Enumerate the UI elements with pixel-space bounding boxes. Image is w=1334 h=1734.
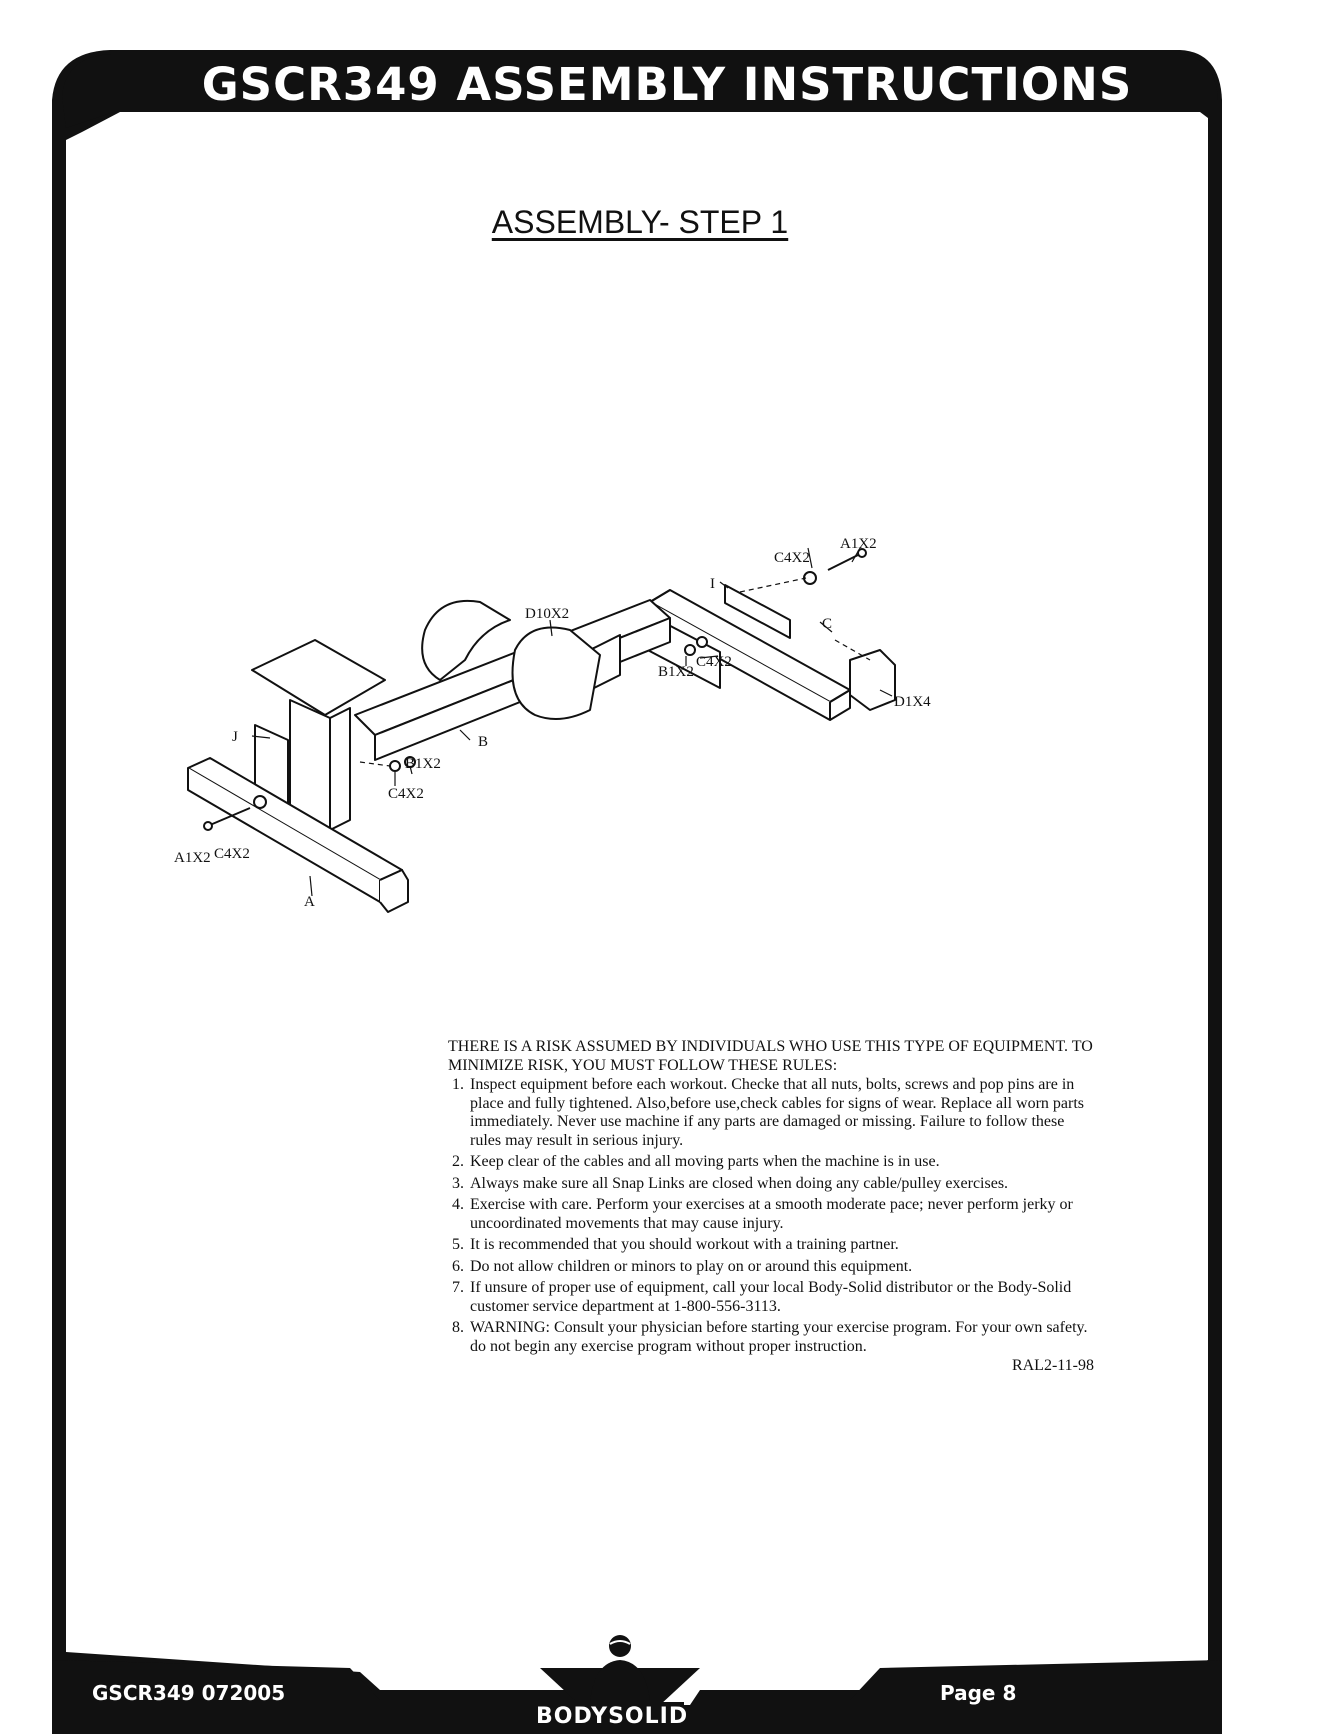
assembly-diagram (174, 536, 1080, 1020)
list-item: 6. Do not allow children or minors to play on or around this equipment. (452, 1257, 913, 1275)
list-item: 7. If unsure of proper use of equipment, call your local Body-Solid distributor or the Body-Solid customer service department at 1-800-556-3113. (452, 1279, 1072, 1315)
label-c4x2-mid: C4X2 (696, 654, 732, 670)
revision-code: RAL2-11-98 (1011, 1357, 1094, 1374)
label-a1x2-top: A1X2 (840, 536, 877, 552)
label-b1x2-low: B1X2 (405, 756, 441, 772)
bodysolid-logo-icon (580, 1632, 660, 1704)
label-c4x2-low: C4X2 (388, 786, 424, 802)
label-c4x2-top: C4X2 (774, 550, 810, 566)
footer-page-number: Page 8 (940, 1681, 1017, 1705)
header-title: GSCR349 ASSEMBLY INSTRUCTIONS (201, 58, 1133, 111)
label-j: J (232, 729, 238, 745)
step-title: ASSEMBLY- STEP 1 (491, 204, 789, 240)
label-c: C (822, 616, 833, 632)
list-item: 1. Inspect equipment before each workout. Checke that all nuts, bolts, screws and pop pins are in place and fully tightened. Also,before use,check cables for signs of wear. Replace all worn parts immediately. Never use machine if any parts are damaged or missing. Failure to follow these rules may result in serious injury. (452, 1076, 1085, 1149)
rules-intro: THERE IS A RISK ASSUMED BY INDIVIDUALS WHO USE THIS TYPE OF EQUIPMENT. TO MINIMIZE RISK, YOU MUST FOLLOW THESE RULES: (448, 1038, 1093, 1074)
front-top-plate (252, 640, 385, 715)
safety-rules (436, 1038, 1096, 1376)
label-b1x2-mid: B1X2 (658, 664, 694, 680)
rules-list (436, 1076, 1096, 1356)
label-c4x2-left: C4X2 (214, 846, 250, 862)
list-item: 5. It is recommended that you should workout with a training partner. (452, 1236, 899, 1253)
footer-doc-code: GSCR349 072005 (92, 1681, 286, 1705)
list-item: 8. WARNING: Consult your physician before starting your exercise program. For your own safety. do not begin any exercise program without proper instruction. (452, 1319, 1088, 1355)
list-item: 3. Always make sure all Snap Links are closed when doing any cable/pulley exercises. (452, 1174, 1009, 1192)
bodysolid-logo: BODYSOLID (536, 1702, 684, 1732)
label-a1x2-low: A1X2 (174, 850, 211, 866)
list-item: 2. Keep clear of the cables and all moving parts when the machine is in use. (452, 1153, 940, 1170)
label-b: B (478, 734, 489, 750)
label-i: I (710, 576, 715, 592)
part-d1-end-cap (850, 650, 895, 710)
label-a: A (304, 894, 315, 910)
label-d1x4: D1X4 (894, 694, 931, 710)
list-item: 4. Exercise with care. Perform your exercises at a smooth moderate pace; never perform jerky or uncoordinated movements that may cause injury. (452, 1196, 1073, 1232)
label-d10x2: D10X2 (525, 606, 570, 622)
